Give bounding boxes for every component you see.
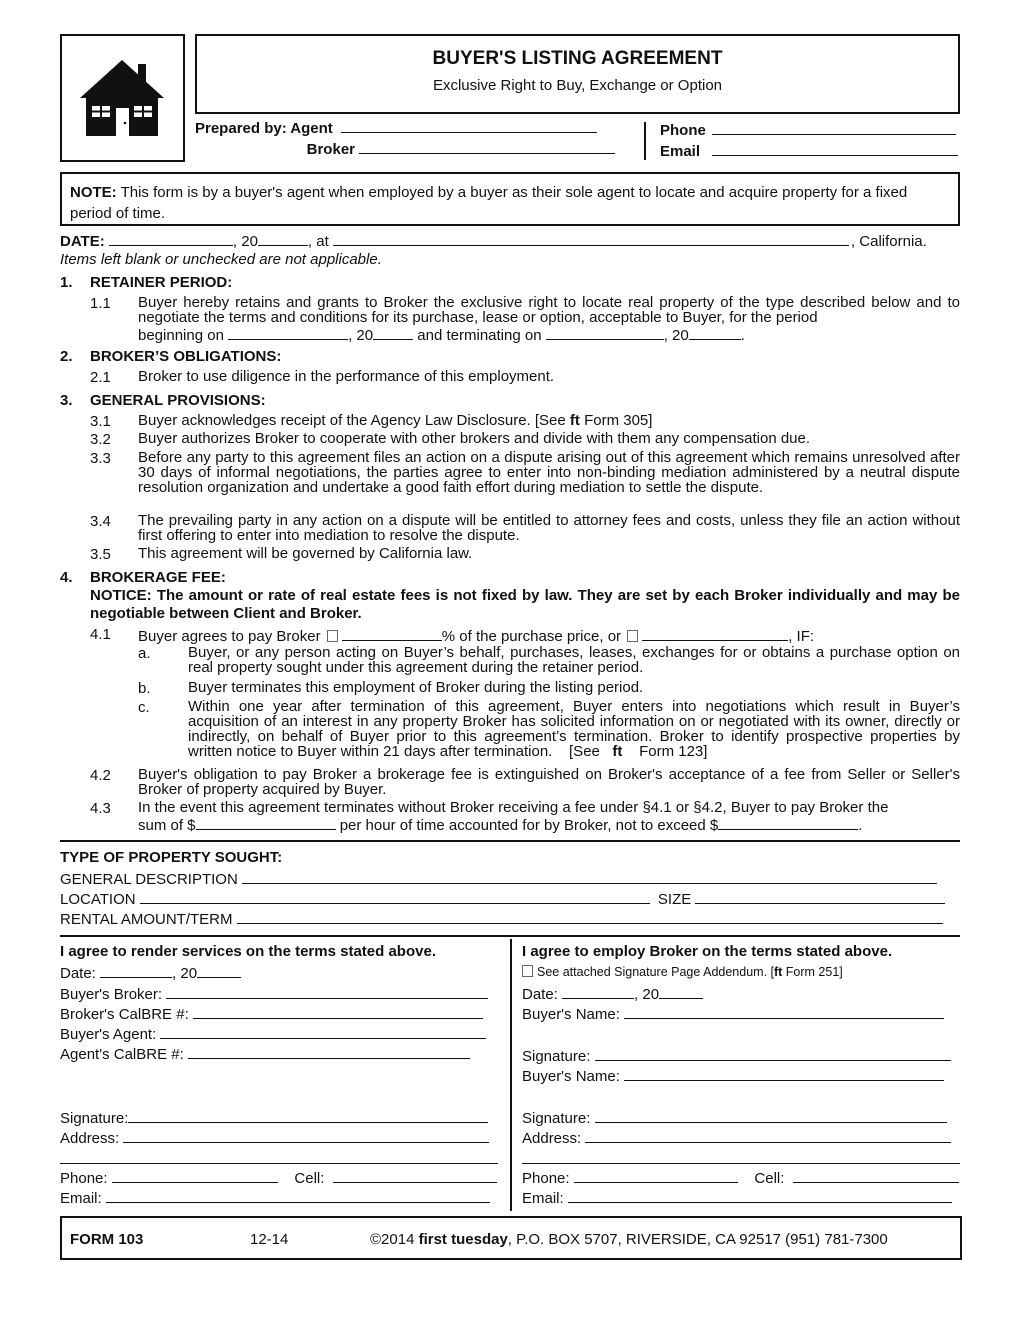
clause-4-2: Buyer's obligation to pay Broker a brokerage fee is extinguished on Broker's acceptance of a fee from Seller or Seller's Broker of property acquired by Buyer. [138,766,960,798]
broker-label: Broker [306,141,355,158]
right-signature-2-row: Signature: [522,1108,947,1127]
right-email-field[interactable] [568,1188,952,1203]
right-cell-field[interactable] [793,1168,959,1183]
clause-4-1-b: Buyer terminates this employment of Broker during the listing period. [188,679,644,696]
fee-cap-field[interactable] [718,815,858,830]
clause-4-1-b-letter: b. [138,680,151,697]
right-signature-2-field[interactable] [595,1108,947,1123]
end-date-field[interactable] [546,325,664,340]
clause-3-4-number: 3.4 [90,513,111,530]
buyers-name-2-field[interactable] [624,1066,944,1081]
size-field[interactable] [695,889,945,904]
left-address-line-2[interactable] [60,1163,498,1164]
clause-4-1-a-letter: a. [138,645,151,662]
clause-1-1: Buyer hereby retains and grants to Broker the exclusive right to locate real property of the type described below and to negotiate the terms and conditions for its purchase, lease or option, acceptable to Buyer, for the period beginning on , 20 and terminating on , 20 . [138,294,960,344]
general-description-field[interactable] [242,869,937,884]
buyers-agent-field[interactable] [160,1024,486,1039]
page-title: BUYER'S LISTING AGREEMENT [432,48,723,69]
date-field[interactable] [109,231,233,246]
clause-3-2: Buyer authorizes Broker to cooperate with other brokers and divide with them any compensation due. [138,430,811,447]
hourly-rate-field[interactable] [196,815,336,830]
left-email-row: Email: [60,1188,490,1207]
footer-box [60,1216,962,1260]
email-label: Email [660,143,701,160]
percent-checkbox[interactable] [327,630,338,642]
clause-2-1-number: 2.1 [90,369,111,386]
buyers-name-2-row: Buyer's Name: [522,1066,944,1085]
form-number: FORM 103 [70,1231,144,1248]
date-at-label: , at [307,233,329,250]
section-2-heading: 2. BROKER’S OBLIGATIONS: [60,348,282,365]
copyright: ©2014 first tuesday, P.O. BOX 5707, RIVERSIDE, CA 92517 (951) 781-7300 [370,1231,888,1248]
house-icon [62,36,183,160]
rental-row [60,909,960,928]
clause-4-1-c: Within one year after termination of this agreement, Buyer enters into negotiations which result in Buyer’s acquisition of an interest in any property Broker has solicited information on or negotiated with its owner, directly or indirectly, on behalf of Buyer prior to this agreement’s termination. Broker to identify prospective properties by written notice to Buyer within 21 days after termination. [See ft Form 123] [188,698,960,760]
title-box [195,34,960,114]
clause-4-1-number: 4.1 [90,626,111,643]
percent-field[interactable] [342,626,442,641]
prepared-by-block [195,118,615,160]
date-line [60,231,960,251]
contact-divider [644,122,646,160]
section-4-heading: 4. BROKERAGE FEE: [60,569,226,586]
left-signature-field[interactable] [128,1108,488,1123]
left-cell-field[interactable] [333,1168,497,1183]
phone-field[interactable] [712,120,956,135]
location-row [60,889,960,908]
right-date-field[interactable] [562,984,634,999]
broker-field[interactable] [359,139,615,154]
buyers-name-field[interactable] [624,1004,944,1019]
right-sig-heading: I agree to employ Broker on the terms stated above. [522,943,893,960]
general-description-row [60,869,960,888]
note-text: This form is by a buyer's agent when employed by a buyer as their sole agent to locate and acquire property for a fixed period of time. [70,184,908,222]
left-sig-heading: I agree to render services on the terms stated above. [60,943,436,960]
date-california: , California. [850,233,927,250]
divider-signatures [60,935,960,937]
right-signature-field[interactable] [595,1046,951,1061]
left-year-field[interactable] [197,963,241,978]
end-year-field[interactable] [689,325,741,340]
clause-4-1-a: Buyer, or any person acting on Buyer’s behalf, purchases, leases, exchanges for or obtains a purchase option on real property sought under this agreement during the retainer period. [188,644,960,676]
fee-notice: NOTICE: The amount or rate of real estate fees is not fixed by law. They are set by each Broker individually and may be negotiable between Client and Broker. [90,587,960,622]
clause-4-3: In the event this agreement terminates without Broker receiving a fee under §4.1 or §4.2, Buyer to pay Broker the sum of $ per hour of time accounted for by Broker, not to exceed $ . [138,799,889,834]
clause-4-2-number: 4.2 [90,767,111,784]
buyers-agent-row: Buyer's Agent: [60,1024,486,1043]
left-date-row: Date: , 20 [60,963,241,982]
logo-box [60,34,185,162]
broker-calbre-row: Broker's CalBRE #: [60,1004,483,1023]
clause-3-3-number: 3.3 [90,450,111,467]
left-address-field[interactable] [123,1128,489,1143]
date-label: DATE: [60,233,105,250]
contact-block [660,120,958,162]
note-label: NOTE: [70,184,117,201]
note-box [60,172,960,226]
begin-year-field[interactable] [373,325,413,340]
clause-4-3-number: 4.3 [90,800,111,817]
section-3-heading: 3. GENERAL PROVISIONS: [60,392,266,409]
agent-calbre-field[interactable] [188,1044,470,1059]
note-text-block [70,182,950,224]
buyers-name-row: Buyer's Name: [522,1004,944,1023]
form-revision: 12-14 [250,1231,289,1248]
addendum-checkbox[interactable] [522,965,533,977]
divider-property [60,840,960,842]
clause-2-1: Broker to use diligence in the performance of this employment. [138,368,555,385]
clause-3-3: Before any party to this agreement files an action on a dispute arising out of this agreement which remains unresolved after 30 days of informal negotiations, the parties agree to enter into non-binding mediation administered by a neutral dispute resolution organization and undertake a good faith effort during mediation to settle the dispute. [138,449,960,496]
amount-checkbox[interactable] [627,630,638,642]
right-address-line-2[interactable] [522,1163,960,1164]
left-signature-row: Signature: [60,1108,488,1127]
clause-3-5: This agreement will be governed by California law. [138,545,473,562]
location-field[interactable] [140,889,650,904]
right-email-row: Email: [522,1188,952,1207]
addendum-row: See attached Signature Page Addendum. [ft Form 251] [522,965,843,979]
rental-field[interactable] [237,909,943,924]
date-year-field[interactable] [258,231,308,246]
size-label: SIZE [657,891,692,908]
left-address-row: Address: [60,1128,489,1147]
clause-4-1: Buyer agrees to pay Broker % of the purchase price, or , IF: [138,628,815,645]
email-field[interactable] [712,141,958,156]
general-description-label: GENERAL DESCRIPTION [60,871,238,888]
signature-column-divider [510,939,512,1211]
rental-label: RENTAL AMOUNT/TERM [60,911,233,928]
left-phone-row: Phone: Cell: [60,1168,497,1187]
right-date-row: Date: , 20 [522,984,703,1003]
left-date-field[interactable] [100,963,172,978]
agent-label: Prepared by: Agent [195,120,333,137]
begin-date-field[interactable] [228,325,348,340]
right-address-row: Address: [522,1128,951,1147]
right-year-field[interactable] [659,984,703,999]
date-year-prefix: , 20 [232,233,258,250]
clause-3-1: Buyer acknowledges receipt of the Agency Law Disclosure. [See ft Form 305] [138,412,653,429]
right-address-field[interactable] [585,1128,951,1143]
blank-note: Items left blank or unchecked are not applicable. [60,251,382,268]
buyers-broker-row: Buyer's Broker: [60,984,488,1003]
page-subtitle: Exclusive Right to Buy, Exchange or Option [432,77,723,94]
right-phone-row: Phone: Cell: [522,1168,959,1187]
buyers-broker-field[interactable] [166,984,488,999]
right-phone-field[interactable] [574,1168,738,1183]
location-label: LOCATION [60,891,136,908]
left-email-field[interactable] [106,1188,490,1203]
agent-field[interactable] [341,118,597,133]
clause-3-2-number: 3.2 [90,431,111,448]
date-location-field[interactable] [333,231,849,246]
clause-3-1-number: 3.1 [90,413,111,430]
clause-3-4: The prevailing party in any action on a dispute will be entitled to attorney fees and costs, unless they file an action without first offering to enter into mediation to resolve the dispute. [138,512,960,544]
clause-1-1-number: 1.1 [90,295,111,312]
agent-calbre-row: Agent's CalBRE #: [60,1044,470,1063]
amount-field[interactable] [642,626,788,641]
left-phone-field[interactable] [112,1168,278,1183]
property-heading: TYPE OF PROPERTY SOUGHT: [60,849,283,866]
phone-label: Phone [660,122,706,139]
clause-3-5-number: 3.5 [90,546,111,563]
section-1-heading: 1. RETAINER PERIOD: [60,274,233,291]
right-signature-row: Signature: [522,1046,951,1065]
broker-calbre-field[interactable] [193,1004,483,1019]
clause-4-1-c-letter: c. [138,699,150,716]
